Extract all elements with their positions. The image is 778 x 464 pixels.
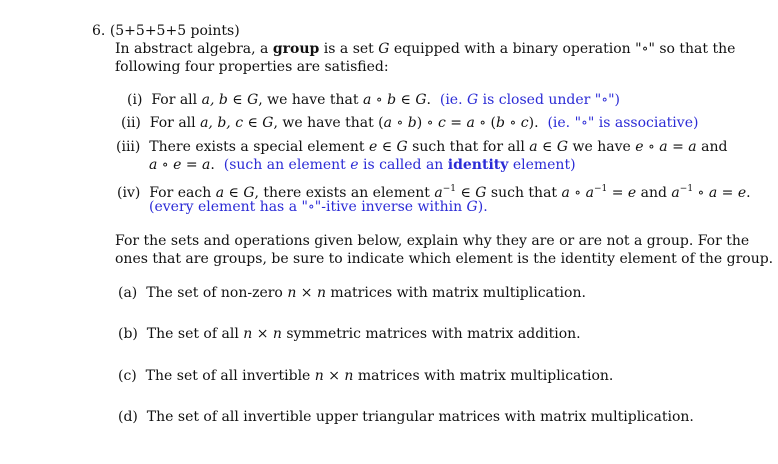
intro-line-2: following four properties are satisfied: [115,59,389,75]
instructions-line-2: ones that are groups, be sure to indicate which element is the identity element of the group. [115,251,774,267]
instructions-line-1: For the sets and operations given below, explain why they are or are not a group. For the [115,233,750,249]
property-label: (ii) [121,115,141,131]
property-i: (i) For all a, b ∈ G, we have that a ∘ b ∈ G. (ie. G is closed under "∘") [127,92,620,108]
problem-points: (5+5+5+5 points) [109,23,240,39]
part-d: (d) The set of all invertible upper triangular matrices with matrix multiplication. [118,409,694,425]
part-label: (c) [118,368,137,384]
property-label: (iii) [116,139,141,155]
property-label: (i) [127,92,143,108]
intro-line-1: In abstract algebra, a group is a set G equipped with a binary operation "∘" so that the [115,41,736,57]
property-note: (ie. "∘" is associative) [547,115,699,131]
part-b: (b) The set of all n × n symmetric matrices with matrix addition. [118,326,581,342]
part-label: (d) [118,409,138,425]
property-iii-line-2: a ∘ e = a. (such an element e is called an identity element) [149,157,576,173]
identity-term: identity [447,157,509,173]
group-term: group [272,41,320,57]
property-iv-note: (every element has a "∘"-itive inverse within G). [149,199,488,215]
property-note: (such an element e is called an identity element) [223,157,576,173]
property-note: (ie. G is closed under "∘") [439,92,620,108]
part-label: (b) [118,326,138,342]
property-iv: (iv) For each a ∈ G, there exists an element $a^{-1}$ ∈ G such that a ∘ $a^{-1} = e$ and $a^{-1}$ ∘ a = e. [117,184,751,201]
property-label: (iv) [117,185,141,201]
property-iii: (iii) There exists a special element e ∈ G such that for all a ∈ G we have e ∘ a = a and [116,139,728,155]
part-label: (a) [118,285,138,301]
problem-header [92,22,240,40]
property-ii: (ii) For all a, b, c ∈ G, we have that (a ∘ b) ∘ c = a ∘ (b ∘ c). (ie. "∘" is associative) [121,115,699,131]
problem-number: 6. [92,23,106,39]
part-c: (c) The set of all invertible n × n matrices with matrix multiplication. [118,368,614,384]
part-a: (a) The set of non-zero n × n matrices with matrix multiplication. [118,285,586,301]
